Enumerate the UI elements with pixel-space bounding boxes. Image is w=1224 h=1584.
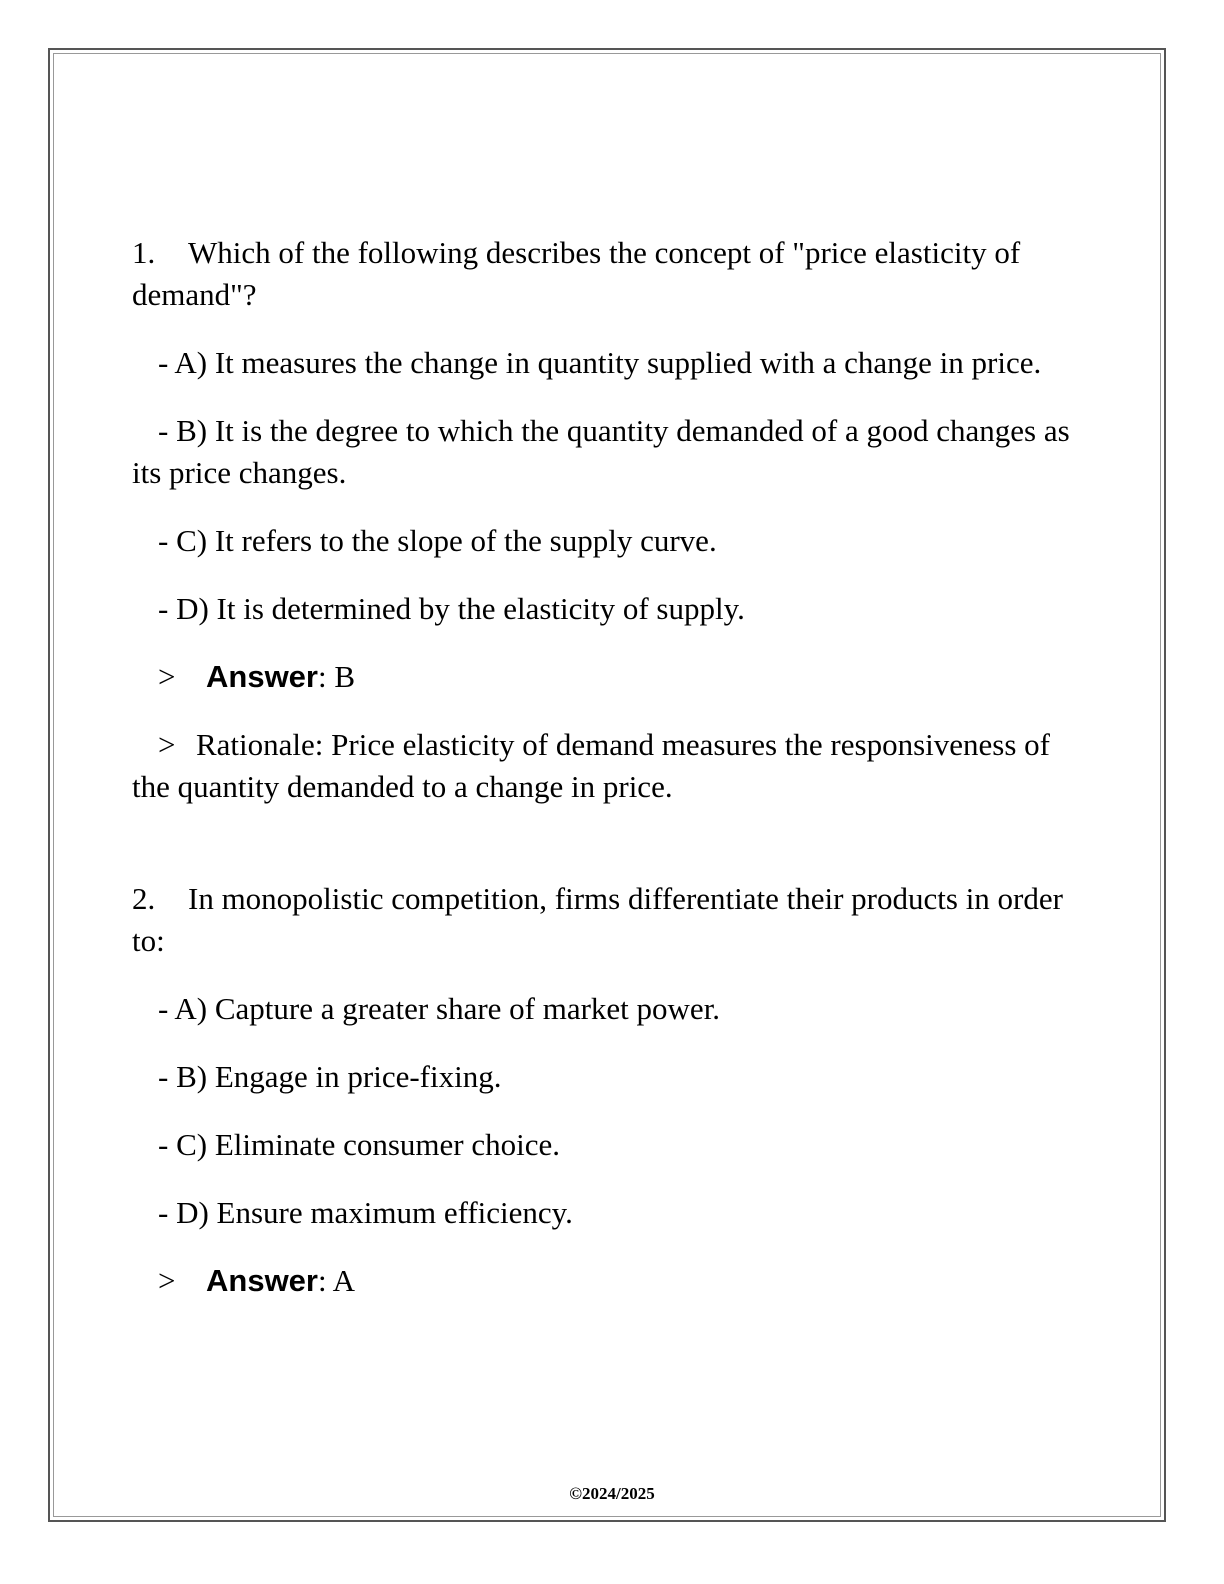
option-d: - D) Ensure maximum efficiency.: [158, 1195, 573, 1230]
answer-label: Answer: [206, 659, 318, 694]
option-c: - C) Eliminate consumer choice.: [158, 1127, 561, 1162]
answer-line: [132, 1260, 1092, 1302]
rationale: [132, 724, 1092, 808]
option-d: - D) It is determined by the elasticity of supply.: [158, 591, 745, 626]
question-number: 2.: [132, 881, 156, 916]
option-b: - B) It is the degree to which the quantity demanded of a good changes as its price changes.: [132, 413, 1070, 490]
answer-label: Answer: [206, 1263, 318, 1298]
rationale-text: Rationale: Price elasticity of demand measures the responsiveness of the quantity demanded to a change in price.: [132, 727, 1050, 804]
answer-value: : A: [317, 1263, 356, 1298]
answer-line: [132, 656, 1092, 698]
question-spacer: [132, 808, 1092, 878]
answer-marker: >: [158, 659, 176, 694]
option-c: - C) It refers to the slope of the supply curve.: [158, 523, 717, 558]
question-number: 1.: [132, 235, 156, 270]
question-text: In monopolistic competition, firms differentiate their products in order to:: [132, 881, 1063, 958]
answer-marker: >: [158, 1263, 176, 1298]
question-text: Which of the following describes the concept of "price elasticity of demand"?: [132, 235, 1021, 312]
answer-value: : B: [317, 659, 356, 694]
question-1: [132, 232, 1092, 316]
question-2: [132, 878, 1092, 962]
option-b: - B) Engage in price-fixing.: [158, 1059, 502, 1094]
page-footer: ©2024/2025: [569, 1484, 655, 1503]
rationale-marker: >: [158, 727, 176, 762]
option-a: - A) It measures the change in quantity supplied with a change in price.: [158, 345, 1042, 380]
document-body: [132, 232, 1092, 1328]
option-a: - A) Capture a greater share of market power.: [158, 991, 721, 1026]
